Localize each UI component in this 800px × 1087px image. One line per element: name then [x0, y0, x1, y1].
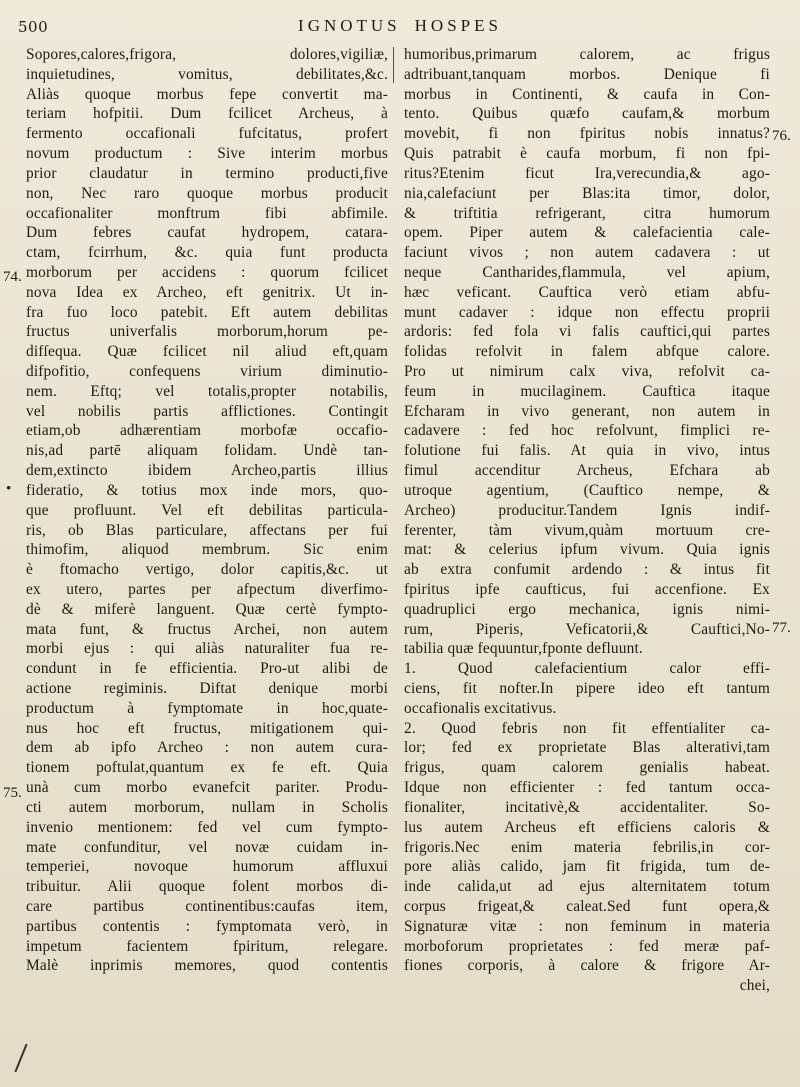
- right-text-column: [404, 45, 770, 996]
- text-line: Quis patrabit è caufa morbum, fi non fpi-: [404, 145, 770, 163]
- text-line: neque Cantharides,flammula, vel apium,: [404, 263, 770, 281]
- text-line: opem. Piper autem & calefacientia cale-: [404, 224, 770, 242]
- text-line: condunt in fe efficientia. Pro-ut alibi de: [26, 660, 388, 678]
- text-line: fideratio, & totius mox inde mors, quo-: [26, 481, 388, 499]
- text-line: ab extra confumit ardendo : & intus fit: [404, 561, 770, 579]
- text-line: tionem poftulat,quantum ex fe eft. Quia: [26, 759, 388, 777]
- text-line: care partibus continentibus:caufas item,: [26, 897, 388, 915]
- text-line: & triftitia refrigerant, citra humorum: [404, 204, 770, 222]
- text-line: Aliàs quoque morbus fepe convertit ma-: [26, 85, 388, 103]
- text-line: Malè inprimis memores, quod contentis: [26, 957, 388, 975]
- text-line: hæc veficant. Cauftica verò etiam abfu-: [404, 283, 770, 301]
- text-line: ferenter, tàm vivum,quàm mortuum cre-: [404, 521, 770, 539]
- text-line: mat: & celerius ipfum vivum. Quia ignis: [404, 541, 770, 559]
- text-line: actione regiminis. Diftat denique morbi: [26, 680, 388, 697]
- text-line: teriam hofpitii. Dum fcilicet Archeus, à: [26, 105, 388, 123]
- text-line: difpofitio, confequens virium diminutio-: [26, 363, 388, 380]
- margin-note-75: 75.: [3, 785, 22, 801]
- text-line: fiones corporis, à calore & frigore Ar-: [404, 957, 770, 975]
- text-line: ciens, fit nofter.In pipere ideo eft tantum: [404, 680, 770, 697]
- text-line: etiam,ob adhærentiam morbofæ occafio-: [26, 422, 388, 440]
- text-line: movebit, fi non fpiritus nobis innatus?: [404, 125, 770, 143]
- text-line: productum à fymptomate in hoc,quate-: [26, 699, 388, 717]
- text-line: occafionaliter monftrum fibi abfimile.: [26, 204, 388, 222]
- text-line: folutione fui falis. At quia in vivo, intus: [404, 442, 770, 460]
- text-line: nova Idea ex Archeo, eft genitrix. Ut in-: [26, 283, 388, 301]
- text-line: ctam, fcirrhum, &c. quia funt producta: [26, 244, 388, 262]
- text-line: tribuitur. Alii quoque folent morbos di-: [26, 878, 388, 896]
- margin-bullet: •: [6, 481, 12, 497]
- text-line: nus hoc eft fructus, mitigationem qui-: [26, 719, 388, 737]
- text-line: inquietudines, vomitus, debilitates,&c.: [26, 65, 388, 83]
- text-line: mata funt, & fructus Archei, non autem: [26, 620, 388, 638]
- text-line: dè & miferè languent. Quæ certè fympto-: [26, 600, 388, 618]
- text-line: morbi ejus : qui aliàs naturaliter fua re-: [26, 640, 388, 658]
- text-line: nia,calefaciunt per Blas:ita timor, dolor,: [404, 184, 770, 202]
- text-line: frigus, quam calorem genialis habeat.: [404, 759, 770, 777]
- text-line: rum, Piperis, Veficatorii,& Cauftici,No-: [404, 620, 770, 638]
- text-line: adtribuant,tanquam morbos. Denique fi: [404, 65, 770, 83]
- text-line: Efcharam in vivo generant, non autem in: [404, 402, 770, 420]
- text-line: morborum per accidens : quorum fcilicet: [26, 263, 388, 281]
- text-line: novum productum : Sive interim morbus: [26, 145, 388, 163]
- text-line: thimofim, aliquod membrum. Sic enim: [26, 541, 388, 559]
- text-line: tabilia quæ fequuntur,fponte defluunt.: [404, 640, 643, 658]
- text-line: ex utero, partes per afpectum diverfimo-: [26, 580, 388, 598]
- margin-note-74: 74.: [3, 269, 22, 285]
- text-line: fructus univerfalis morborum,horum pe-: [26, 323, 388, 341]
- text-line: ris, ob Blas particulare, affectans per fui: [26, 521, 388, 539]
- text-line: morboforum proprietates : fed meræ paf-: [404, 937, 770, 955]
- text-line: vel nobilis partis afflictiones. Contingit: [26, 402, 388, 420]
- text-line: Pro ut nimirum calx viva, refolvit ca-: [404, 363, 770, 380]
- text-line: ritus?Etenim ficut Ira,verecundia,& ago-: [404, 164, 770, 182]
- text-line: è ftomacho vertigo, dolor capitis,&c. ut: [26, 561, 388, 579]
- text-line: utroque agentium, (Cauftico nempe, &: [404, 481, 770, 499]
- text-line: fionaliter, incitativè,& accidentaliter. So-: [404, 798, 770, 816]
- text-line: chei,: [739, 977, 770, 995]
- text-line: ardoris: fed fola vi falis cauftici,qui partes: [404, 323, 770, 341]
- text-line: non, Nec raro quoque morbus producit: [26, 184, 388, 202]
- margin-note-76: 76.: [772, 128, 791, 144]
- text-line: unà cum morbo evanefcit pariter. Produ-: [26, 779, 388, 797]
- text-line: inde calida,ut ad ejus alternitatem totum: [404, 878, 770, 896]
- text-line: nem. Eftq; vel totalis,propter notabilis,: [26, 382, 388, 400]
- text-line: corpus frigeat,& caleat.Sed funt opera,&: [404, 897, 770, 915]
- running-title-word-1: IGNOTUS: [298, 16, 401, 35]
- text-line: invenio mentionem: fed vel cum fympto-: [26, 818, 388, 836]
- text-line: folidas refolvit in falem abfque calore.: [404, 343, 770, 361]
- text-line: feum in mucilaginem. Cauftica itaque: [404, 382, 770, 400]
- text-line: Archeo) producitur.Tandem Ignis indif-: [404, 501, 770, 519]
- text-line: prior claudatur in termino producti,five: [26, 164, 388, 182]
- text-line: nis,ad partē aliquam folidam. Undè tan-: [26, 442, 388, 460]
- text-line: fermento occafionali fufcitatus, profert: [26, 125, 388, 143]
- running-title: [0, 16, 800, 36]
- text-line: fpiritus ipfe caufticus, fui accenfione. Ex: [404, 580, 770, 598]
- running-title-word-2: HOSPES: [414, 16, 502, 35]
- text-line: lus autem Archeus eft efficiens caloris &: [404, 818, 770, 836]
- page-number: 500: [18, 18, 49, 36]
- text-line: 1. Quod calefacientium calor effi-: [404, 660, 770, 678]
- text-line: fimul accenditur Archeus, Efchara ab: [404, 462, 770, 480]
- margin-note-77: 77.: [772, 620, 791, 636]
- text-line: pore aliàs calido, jam fit frigida, tum de-: [404, 858, 770, 876]
- text-line: tento. Quibus quæfo caufam,& morbum: [404, 105, 770, 123]
- text-line: dem ab ipfo Archeo : non autem cura-: [26, 739, 388, 757]
- text-line: humoribus,primarum calorem, ac frigus: [404, 46, 770, 63]
- text-line: morbus in Continenti, & caufa in Con-: [404, 85, 770, 103]
- text-line: difſequa. Quæ fcilicet nil aliud eft,quam: [26, 343, 388, 361]
- text-line: dem,extincto ibidem Archeo,partis illius: [26, 462, 388, 480]
- text-line: cadavere : fed hoc refolvunt, fimplici re-: [404, 422, 770, 440]
- text-line: impetum facientem fpiritum, relegare.: [26, 937, 388, 955]
- text-line: cti autem morborum, nullam in Scholis: [26, 798, 388, 816]
- left-text-column: [26, 45, 388, 976]
- text-line: mate confunditur, vel novæ cuidam in-: [26, 838, 388, 856]
- text-line: Dum febres caufat hydropem, catara-: [26, 224, 388, 242]
- text-line: munt cadaver : idque non effectu proprii: [404, 303, 770, 321]
- text-line: lor; fed ex proprietate Blas alterativi,tam: [404, 739, 770, 757]
- ink-stroke-mark: [14, 1044, 27, 1073]
- text-line: que profluunt. Vel eft debilitas particula-: [26, 501, 388, 519]
- text-line: 2. Quod febris non fit effentialiter ca-: [404, 719, 770, 737]
- text-line: occafionalis excitativus.: [404, 699, 557, 717]
- text-line: Signaturæ vitæ : non feminum in materia: [404, 917, 770, 935]
- text-line: quadruplici ergo mechanica, ignis nimi-: [404, 600, 770, 618]
- text-line: fra fuo loco patebit. Eft autem debilitas: [26, 303, 388, 321]
- column-divider: [393, 47, 394, 83]
- text-line: faciunt vivos ; non autem cadavera : ut: [404, 244, 770, 262]
- text-line: frigoris.Nec enim materia febrilis,in cor-: [404, 838, 770, 856]
- text-line: Sopores,calores,frigora, dolores,vigiliæ,: [26, 46, 388, 63]
- text-line: Idque non efficienter : fed tantum occa-: [404, 779, 770, 797]
- text-line: temperiei, novoque humorum affluxui: [26, 858, 388, 876]
- text-line: partibus contentis : fymptomata verò, in: [26, 917, 388, 935]
